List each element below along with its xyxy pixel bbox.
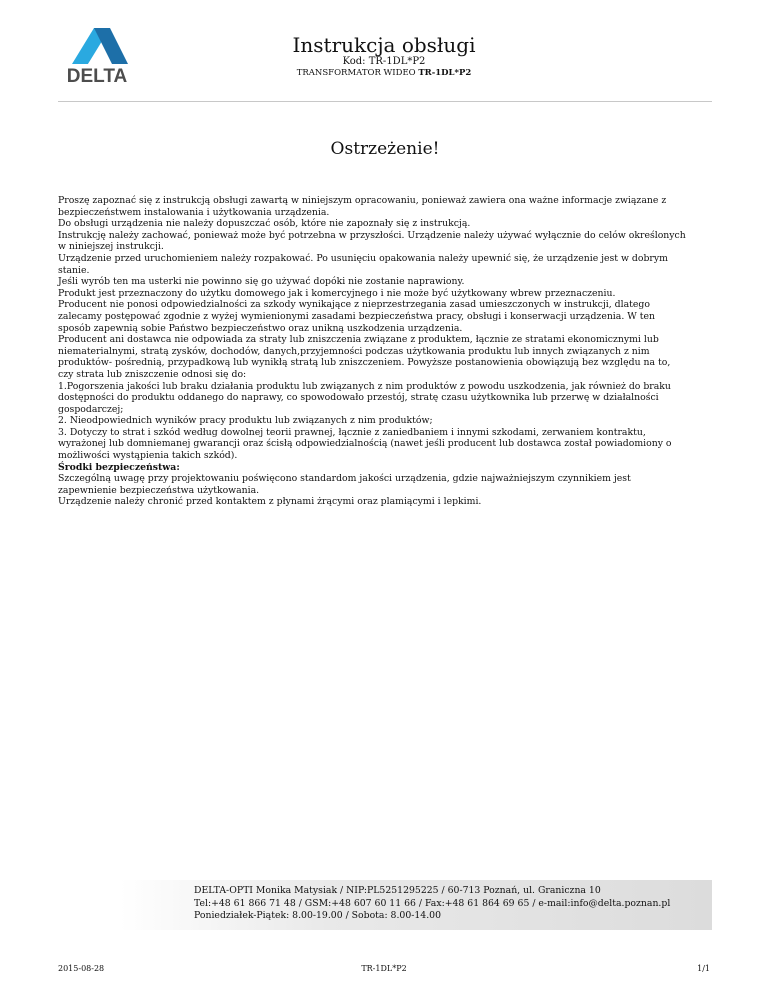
footer-date: 2015-08-28 xyxy=(58,964,105,973)
subtitle-model: TR-1DL*P2 xyxy=(418,68,472,78)
text-line: zapewnienie bezpieczeństwa użytkowania. xyxy=(58,484,260,496)
footer-phones: Tel:+48 61 866 71 48 / GSM:+48 607 60 11 66 / Fax:+48 61 864 69 65 / e-mail:info@delta.poznan.pl xyxy=(194,897,671,909)
subtitle-prefix: TRANSFORMATOR WIDEO xyxy=(296,68,419,78)
text-line: Producent nie ponosi odpowiedzialności za szkody wynikające z nieprzestrzegania zasad umieszczonych w instrukcji, dlatego xyxy=(58,299,650,311)
text-line: 1.Pogorszenia jakości lub braku działania produktu lub związanych z nim produktów z powodu uszkodzenia, jak również do braku xyxy=(58,380,671,392)
document-body xyxy=(58,195,720,508)
text-line: Instrukcję należy zachować, ponieważ może być potrzebna w przyszłości. Urządzenie należy używać wyłącznie do celów określonych xyxy=(58,229,686,241)
text-line: Produkt jest przeznaczony do użytku domowego jak i komercyjnego i nie może być użytkowany wbrew przeznaczeniu. xyxy=(58,287,616,299)
footer-hours: Poniedziałek-Piątek: 8.00-19.00 / Sobota: 8.00-14.00 xyxy=(194,910,441,921)
header-divider xyxy=(58,101,712,102)
text-line: 3. Dotyczy to strat i szkód według dowolnej teorii prawnej, łącznie z zaniedbaniem i innymi szkodami, zerwaniem kontraktu, xyxy=(58,426,646,438)
text-line: możliwości wystąpienia takich szkód). xyxy=(58,450,238,462)
text-line: czy strata lub zniszczenie odnosi się do: xyxy=(58,368,247,380)
delta-logo xyxy=(58,24,136,94)
text-line: Urządzenie przed uruchomieniem należy rozpakować. Po usunięciu opakowania należy upewnić się, że urządzenie jest w dobrym xyxy=(58,252,668,264)
text-line: bezpieczeństwem instalowania i użytkowania urządzenia. xyxy=(58,206,330,218)
footer-code: TR-1DL*P2 xyxy=(361,964,407,973)
text-line: niematerialnymi, stratą zysków, dochodów, danych,przyjemności podczas użytkowania produktu lub innych związanych z nim xyxy=(58,345,650,357)
text-line: stanie. xyxy=(58,264,90,276)
text-line: produktów- pośrednią, przypadkową lub wynikłą stratą lub zniszczeniem. Powyższe postanowienia obowiązują bez względu na to, xyxy=(58,357,671,369)
safety-text xyxy=(58,473,720,508)
warning-heading: Ostrzeżenie! xyxy=(330,139,440,159)
text-line: wyrażonej lub domniemanej gwarancji oraz ścisłą odpowiedzialnością (nawet jeśli producent lub dostawca został powiadomiony o xyxy=(58,438,672,450)
text-line: Proszę zapoznać się z instrukcją obsługi zawartą w niniejszym opracowaniu, ponieważ zawiera ona ważne informacje związane z xyxy=(58,195,667,206)
footer-company: DELTA-OPTI Monika Matysiak / NIP:PL5251295225 / 60-713 Poznań, ul. Graniczna 10 xyxy=(194,885,601,896)
text-line: gospodarczej; xyxy=(58,403,124,415)
text-line: Urządzenie należy chronić przed kontaktem z płynami żrącymi oraz plamiącymi i lepkimi. xyxy=(58,496,482,508)
logo-text: DELTA xyxy=(66,66,128,87)
safety-heading: Środki bezpieczeństwa: xyxy=(58,461,180,473)
product-code: Kod: TR-1DL*P2 xyxy=(342,56,426,67)
text-line: Producent ani dostawca nie odpowiada za straty lub zniszczenia związane z produktem, łącznie ze stratami ekonomicznymi lub xyxy=(58,334,659,346)
text-line: Szczególną uwagę przy projektowaniu poświęcono standardom jakości urządzenia, gdzie najważniejszym czynnikiem jest xyxy=(58,473,631,485)
text-line: Do obsługi urządzenia nie należy dopuszczać osób, które nie zapoznały się z instrukcją. xyxy=(58,218,471,230)
product-subtitle xyxy=(230,68,538,78)
warning-text xyxy=(58,195,720,462)
text-line: w niniejszej instrukcji. xyxy=(58,241,164,253)
footer-contact xyxy=(194,885,709,923)
page-title: Instrukcja obsługi xyxy=(292,33,476,57)
text-line: sposób zapewnią sobie Państwo bezpieczeństwo oraz unikną uszkodzenia urządzenia. xyxy=(58,322,463,334)
text-line: 2. Nieodpowiednich wyników pracy produktu lub związanych z nim produktów; xyxy=(58,415,433,427)
text-line: dostępności do produktu oddanego do naprawy, co spowodowało przestój, stratę czasu użytkownika lub przerwę w działalności xyxy=(58,392,659,404)
text-line: zalecamy postępować zgodnie z wyżej wymienionymi zasadami bezpieczeństwa pracy, obsługi i konserwacji urządzenia. W ten xyxy=(58,310,655,322)
text-line: Jeśli wyrób ten ma usterki nie powinno się go używać dopóki nie zostanie naprawiony. xyxy=(58,276,465,288)
footer-page-number: 1/1 xyxy=(697,964,710,973)
